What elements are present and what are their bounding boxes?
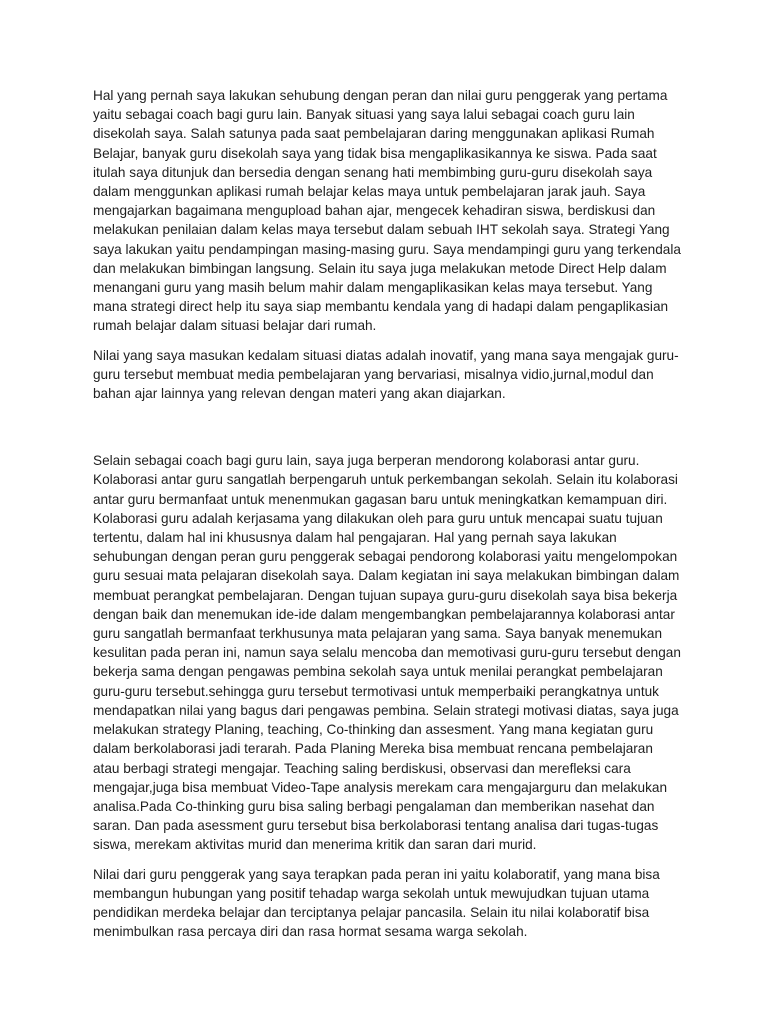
paragraph-spacer [93,855,683,865]
collaborative-value-paragraph: Nilai dari guru penggerak yang saya terapkan pada peran ini yaitu kolaboratif, yang mana bisa membangun hubungan yang positif tehadap warga sekolah untuk mewujudkan tujuan utama pendidikan merdeka belajar dan terciptanya pelajar pancasila. Selain itu nilai kolaboratif bisa menimbulkan rasa percaya diri dan rasa hormat sesama warga sekolah. [93,866,660,940]
innovative-value-paragraph: Nilai yang saya masukan kedalam situasi diatas adalah inovatif, yang mana saya mengajak guru-guru tersebut membuat media pembelajaran yang bervariasi, misalnya vidio,jurnal,modul dan bahan ajar lainnya yang relevan dengan materi yang akan diajarkan. [93,347,679,402]
document-body [93,86,683,941]
paragraph-spacer [93,336,683,346]
collaboration-role-paragraph: Selain sebagai coach bagi guru lain, saya juga berperan mendorong kolaborasi antar guru. Kolaborasi antar guru sangatlah berpengaruh untuk perkembangan sekolah. Selain itu kolaborasi antar guru bermanfaat untuk menenmukan gagasan baru untuk meningkatkan kemampuan diri. Kolaborasi guru adalah kerjasama yang dilakukan oleh para guru untuk mencapai suatu tujuan tertentu, dalam hal ini khususnya dalam hal pengajaran. Hal yang pernah saya lakukan sehubungan dengan peran guru penggerak sebagai pendorong kolaborasi yaitu mengelompokan guru sesuai mata pelajaran disekolah saya. Dalam kegiatan ini saya melakukan bimbingan dalam membuat perangkat pembelajaran. Dengan tujuan supaya guru-guru disekolah saya bisa bekerja dengan baik dan menemukan ide-ide dalam mengembangkan pembelajarannya kolaborasi antar guru sangatlah bermanfaat terkhusunya mata pelajaran yang sama. Saya banyak menemukan kesulitan pada peran ini, namun saya selalu mencoba dan memotivasi guru-guru tersebut dengan bekerja sama dengan pengawas pembina sekolah saya untuk menilai perangkat pembelajaran guru-guru tersebut.sehingga guru tersebut termotivasi untuk memperbaiki perangkatnya untuk mendapatkan nilai yang bagus dari pengawas pembina. Selain strategi motivasi diatas, saya juga melakukan strategy Planing, teaching, Co-thinking dan assesment. Yang mana kegiatan guru dalam berkolaborasi jadi terarah. Pada Planing Mereka bisa membuat rencana pembelajaran atau berbagi strategi mengajar. Teaching saling berdiskusi, observasi dan merefleksi cara mengajar,juga bisa membuat Video-Tape analysis merekam cara mengajarguru dan melakukan analisa.Pada Co-thinking guru bisa saling berbagi pengalaman dan memberikan nasehat dan saran. Dan pada asessment guru tersebut bisa berkolaborasi tentang analisa dari tugas-tugas siswa, merekam aktivitas murid dan menerima kritik dan saran dari murid. [93,453,681,853]
section-spacer [93,403,683,451]
coach-role-paragraph: Hal yang pernah saya lakukan sehubung dengan peran dan nilai guru penggerak yang pertama yaitu sebagai coach bagi guru lain. Banyak situasi yang saya lalui sebagai coach guru lain disekolah saya. Salah satunya pada saat pembelajaran daring menggunakan aplikasi Rumah Belajar, banyak guru disekolah saya yang tidak bisa mengaplikasikannya ke siswa. Pada saat itulah saya ditunjuk dan bersedia dengan senang hati membimbing guru-guru disekolah saya dalam menggunkan aplikasi rumah belajar kelas maya untuk pembelajaran jarak jauh. Saya mengajarkan bagaimana mengupload bahan ajar, mengecek kehadiran siswa, berdiskusi dan melakukan penilaian dalam kelas maya tersebut dalam sebuah IHT sekolah saya. Strategi Yang saya lakukan yaitu pendampingan masing-masing guru. Saya mendampingi guru yang terkendala dan melakukan bimbingan langsung. Selain itu saya juga melakukan metode Direct Help dalam menangani guru yang masih belum mahir dalam mengaplikasikan kelas maya tersebut. Yang mana strategi direct help itu saya siap membantu kendala yang di hadapi dalam pengaplikasian rumah belajar dalam situasi belajar dari rumah. [93,88,681,334]
